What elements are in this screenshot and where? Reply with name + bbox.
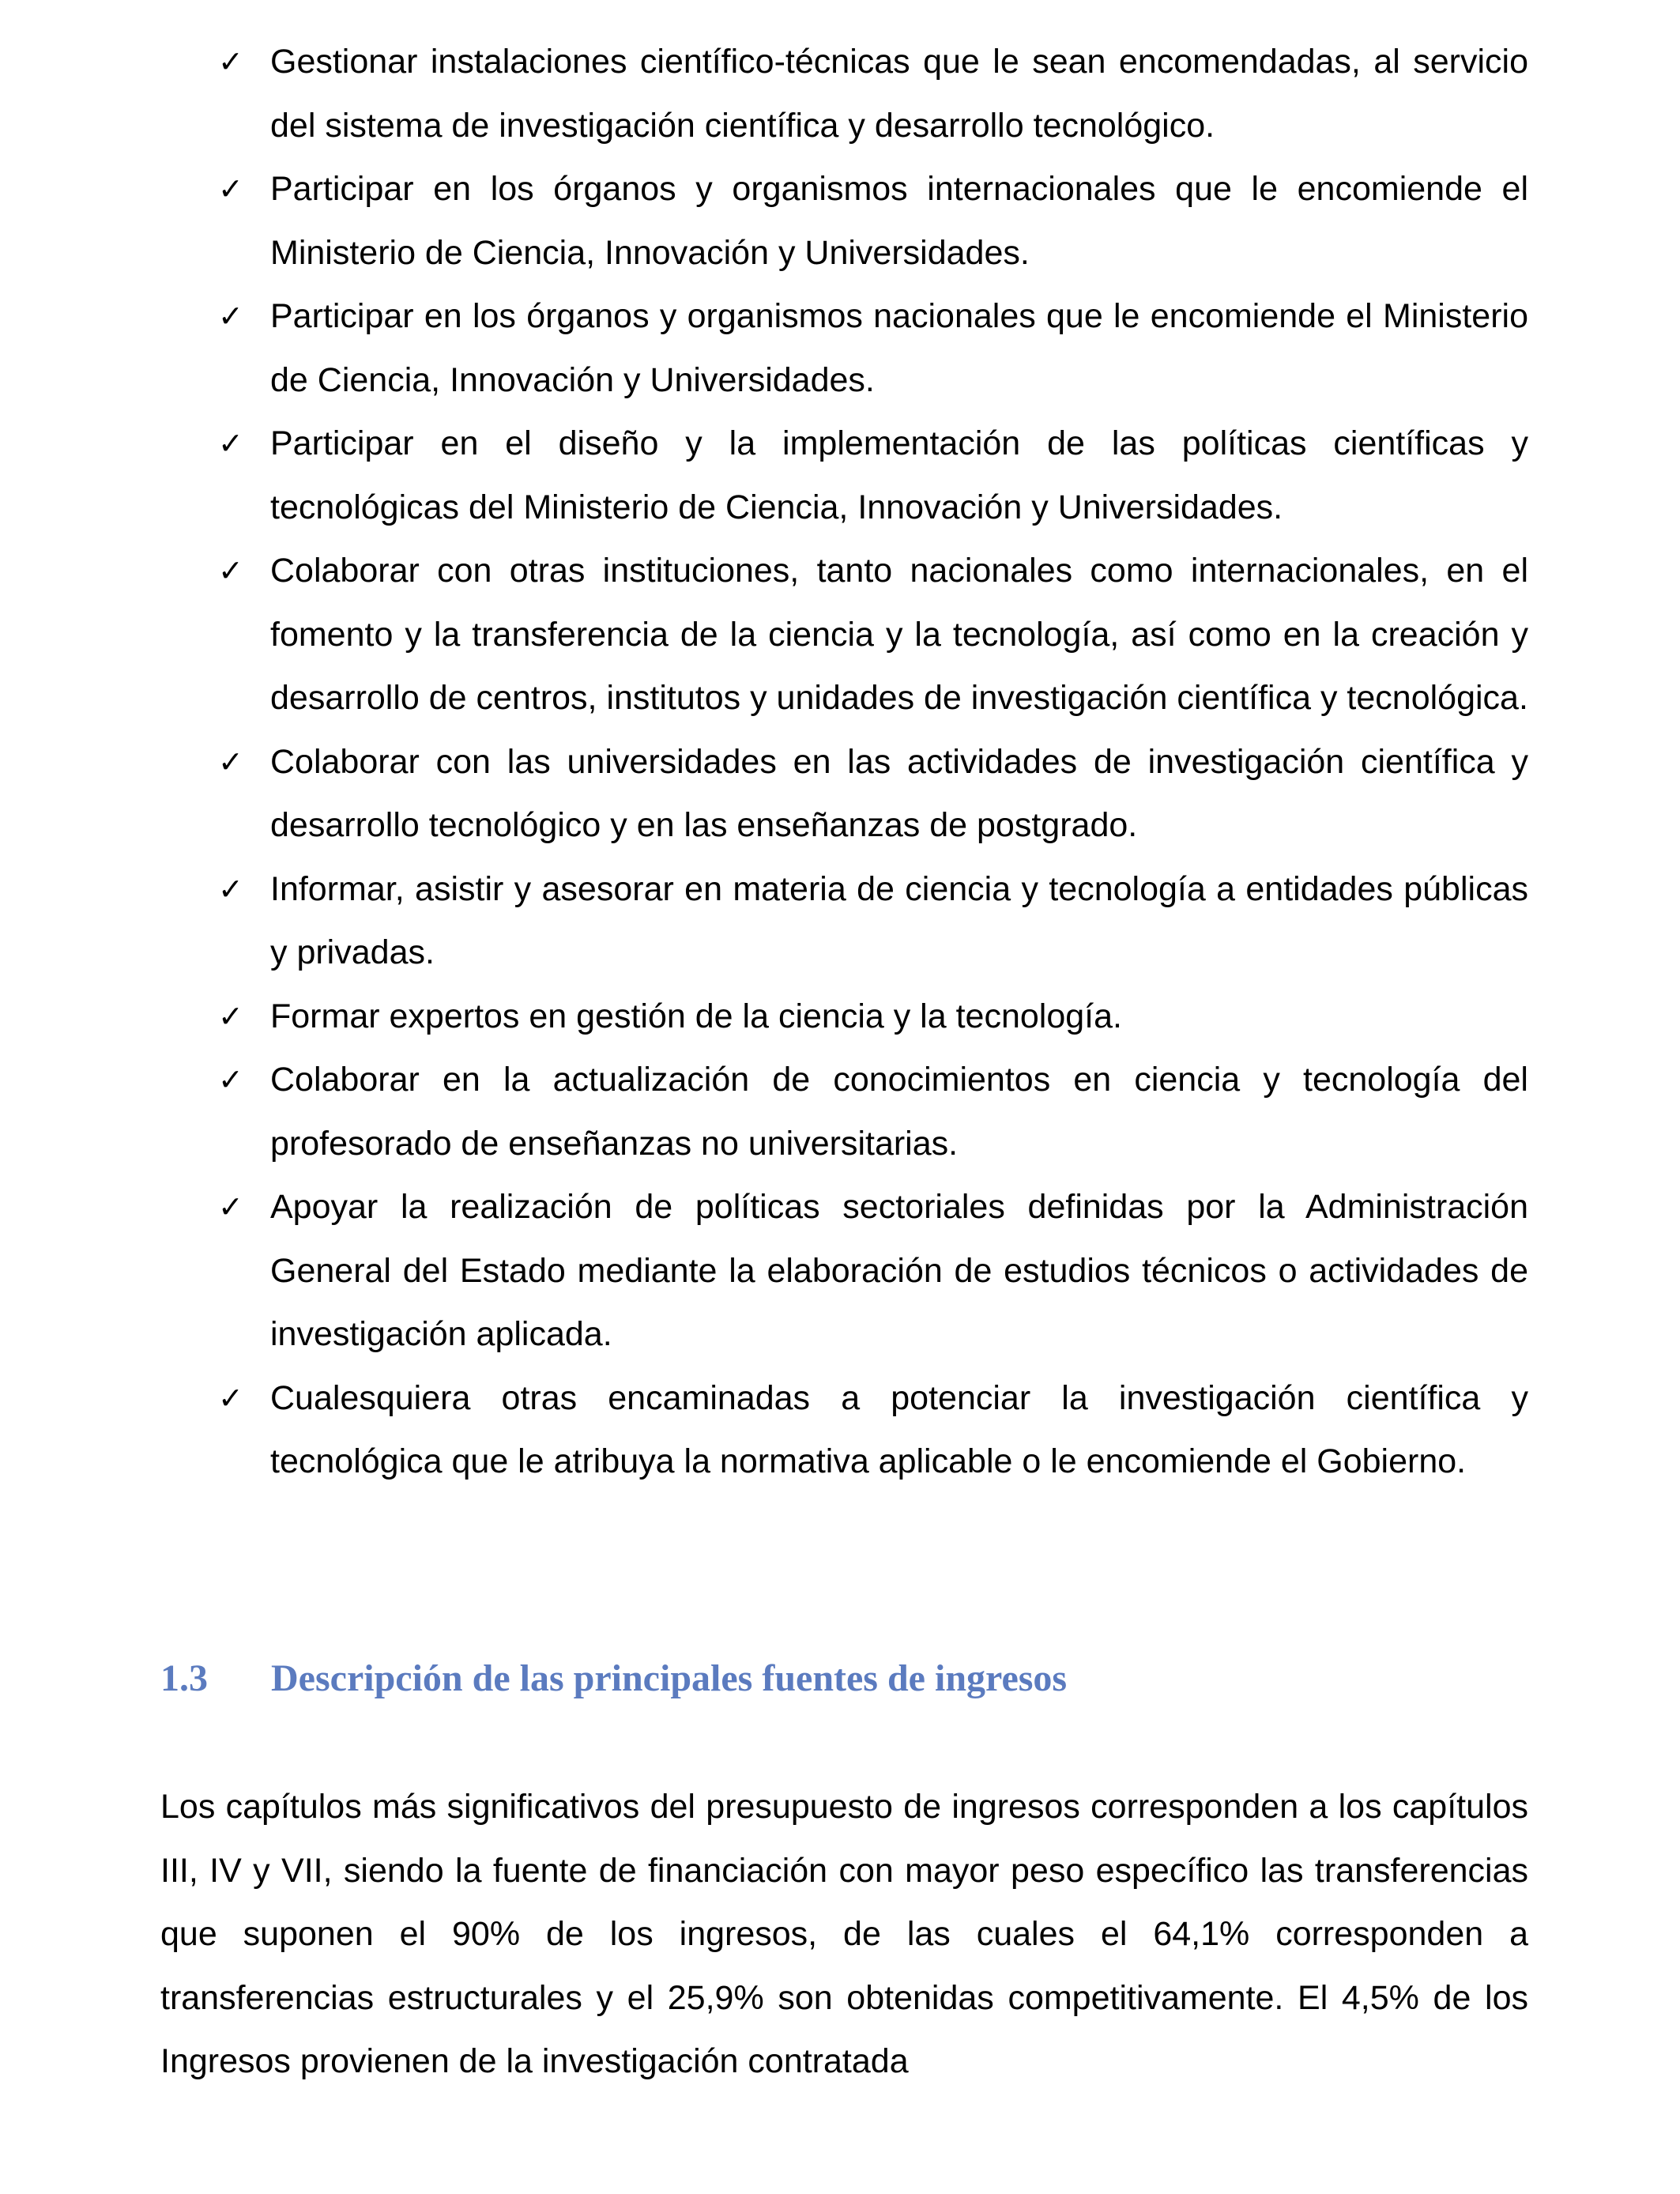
list-item xyxy=(218,1175,1528,1367)
list-item xyxy=(218,730,1528,858)
list-item xyxy=(218,285,1528,412)
checkmark-icon: ✓ xyxy=(218,426,243,461)
list-item xyxy=(218,30,1528,157)
section-heading xyxy=(160,1647,1551,1710)
list-item xyxy=(218,539,1528,730)
checkmark-icon: ✓ xyxy=(218,44,243,79)
list-item xyxy=(218,1048,1528,1175)
checkmark-icon: ✓ xyxy=(218,1380,243,1416)
list-item xyxy=(218,157,1528,285)
list-item-text: Participar en el diseño y la implementación de las políticas científicas y tecnológicas del Ministerio de Ciencia, Innovación y Universidades. xyxy=(270,424,1528,526)
list-item-text: Informar, asistir y asesorar en materia de ciencia y tecnología a entidades públicas y privadas. xyxy=(270,869,1528,971)
list-item-text: Gestionar instalaciones científico-técnicas que le sean encomendadas, al servicio del sistema de investigación científica y desarrollo tecnológico. xyxy=(270,43,1528,145)
functions-checklist xyxy=(218,30,1528,1494)
checkmark-icon: ✓ xyxy=(218,553,243,588)
checkmark-icon: ✓ xyxy=(218,1189,243,1224)
list-item xyxy=(218,858,1528,985)
checkmark-icon: ✓ xyxy=(218,299,243,334)
list-item-text: Colaborar con las universidades en las actividades de investigación científica y desarrollo tecnológico y en las enseñanzas de postgrado. xyxy=(270,742,1528,844)
checkmark-icon: ✓ xyxy=(218,998,243,1034)
list-item-text: Colaborar con otras instituciones, tanto nacionales como internacionales, en el fomento y la transferencia de la ciencia y la tecnología, así como en la creación y desarrollo de centros, institutos y unidades de investigación científica y tecnológica. xyxy=(270,552,1528,717)
list-item-text: Participar en los órganos y organismos nacionales que le encomiende el Ministerio de Ciencia, Innovación y Universidades. xyxy=(270,297,1528,399)
checkmark-icon: ✓ xyxy=(218,744,243,779)
checkmark-icon: ✓ xyxy=(218,1062,243,1097)
list-item xyxy=(218,985,1528,1049)
list-item-text: Formar expertos en gestión de la ciencia y la tecnología. xyxy=(270,997,1122,1035)
list-item xyxy=(218,412,1528,539)
checkmark-icon: ✓ xyxy=(218,172,243,206)
list-item-text: Participar en los órganos y organismos internacionales que le encomiende el Ministerio de Ciencia, Innovación y Universidades. xyxy=(270,170,1528,272)
list-item-text: Apoyar la realización de políticas sectoriales definidas por la Administración General del Estado mediante la elaboración de estudios técnicos o actividades de investigación aplicada. xyxy=(270,1188,1528,1353)
list-item-text: Colaborar en la actualización de conocimientos en ciencia y tecnología del profesorado de enseñanzas no universitarias. xyxy=(270,1061,1528,1163)
section-title: Descripción de las principales fuentes de ingresos xyxy=(271,1657,1068,1699)
checkmark-icon: ✓ xyxy=(218,871,243,907)
body-paragraph: Los capítulos más significativos del presupuesto de ingresos corresponden a los capítulos III, IV y VII, siendo la fuente de financiación con mayor peso específico las transferencias que suponen el 90% de los ingresos, de las cuales el 64,1% corresponden a transferencias estructurales y el 25,9% son obtenidas competitivamente. El 4,5% de los Ingresos provienen de la investigación contratada xyxy=(160,1788,1528,2080)
section-number: 1.3 xyxy=(160,1657,208,1699)
list-item xyxy=(218,1367,1528,1494)
list-item-text: Cualesquiera otras encaminadas a potenciar la investigación científica y tecnológica que le atribuya la normativa aplicable o le encomiende el Gobierno. xyxy=(270,1378,1528,1480)
